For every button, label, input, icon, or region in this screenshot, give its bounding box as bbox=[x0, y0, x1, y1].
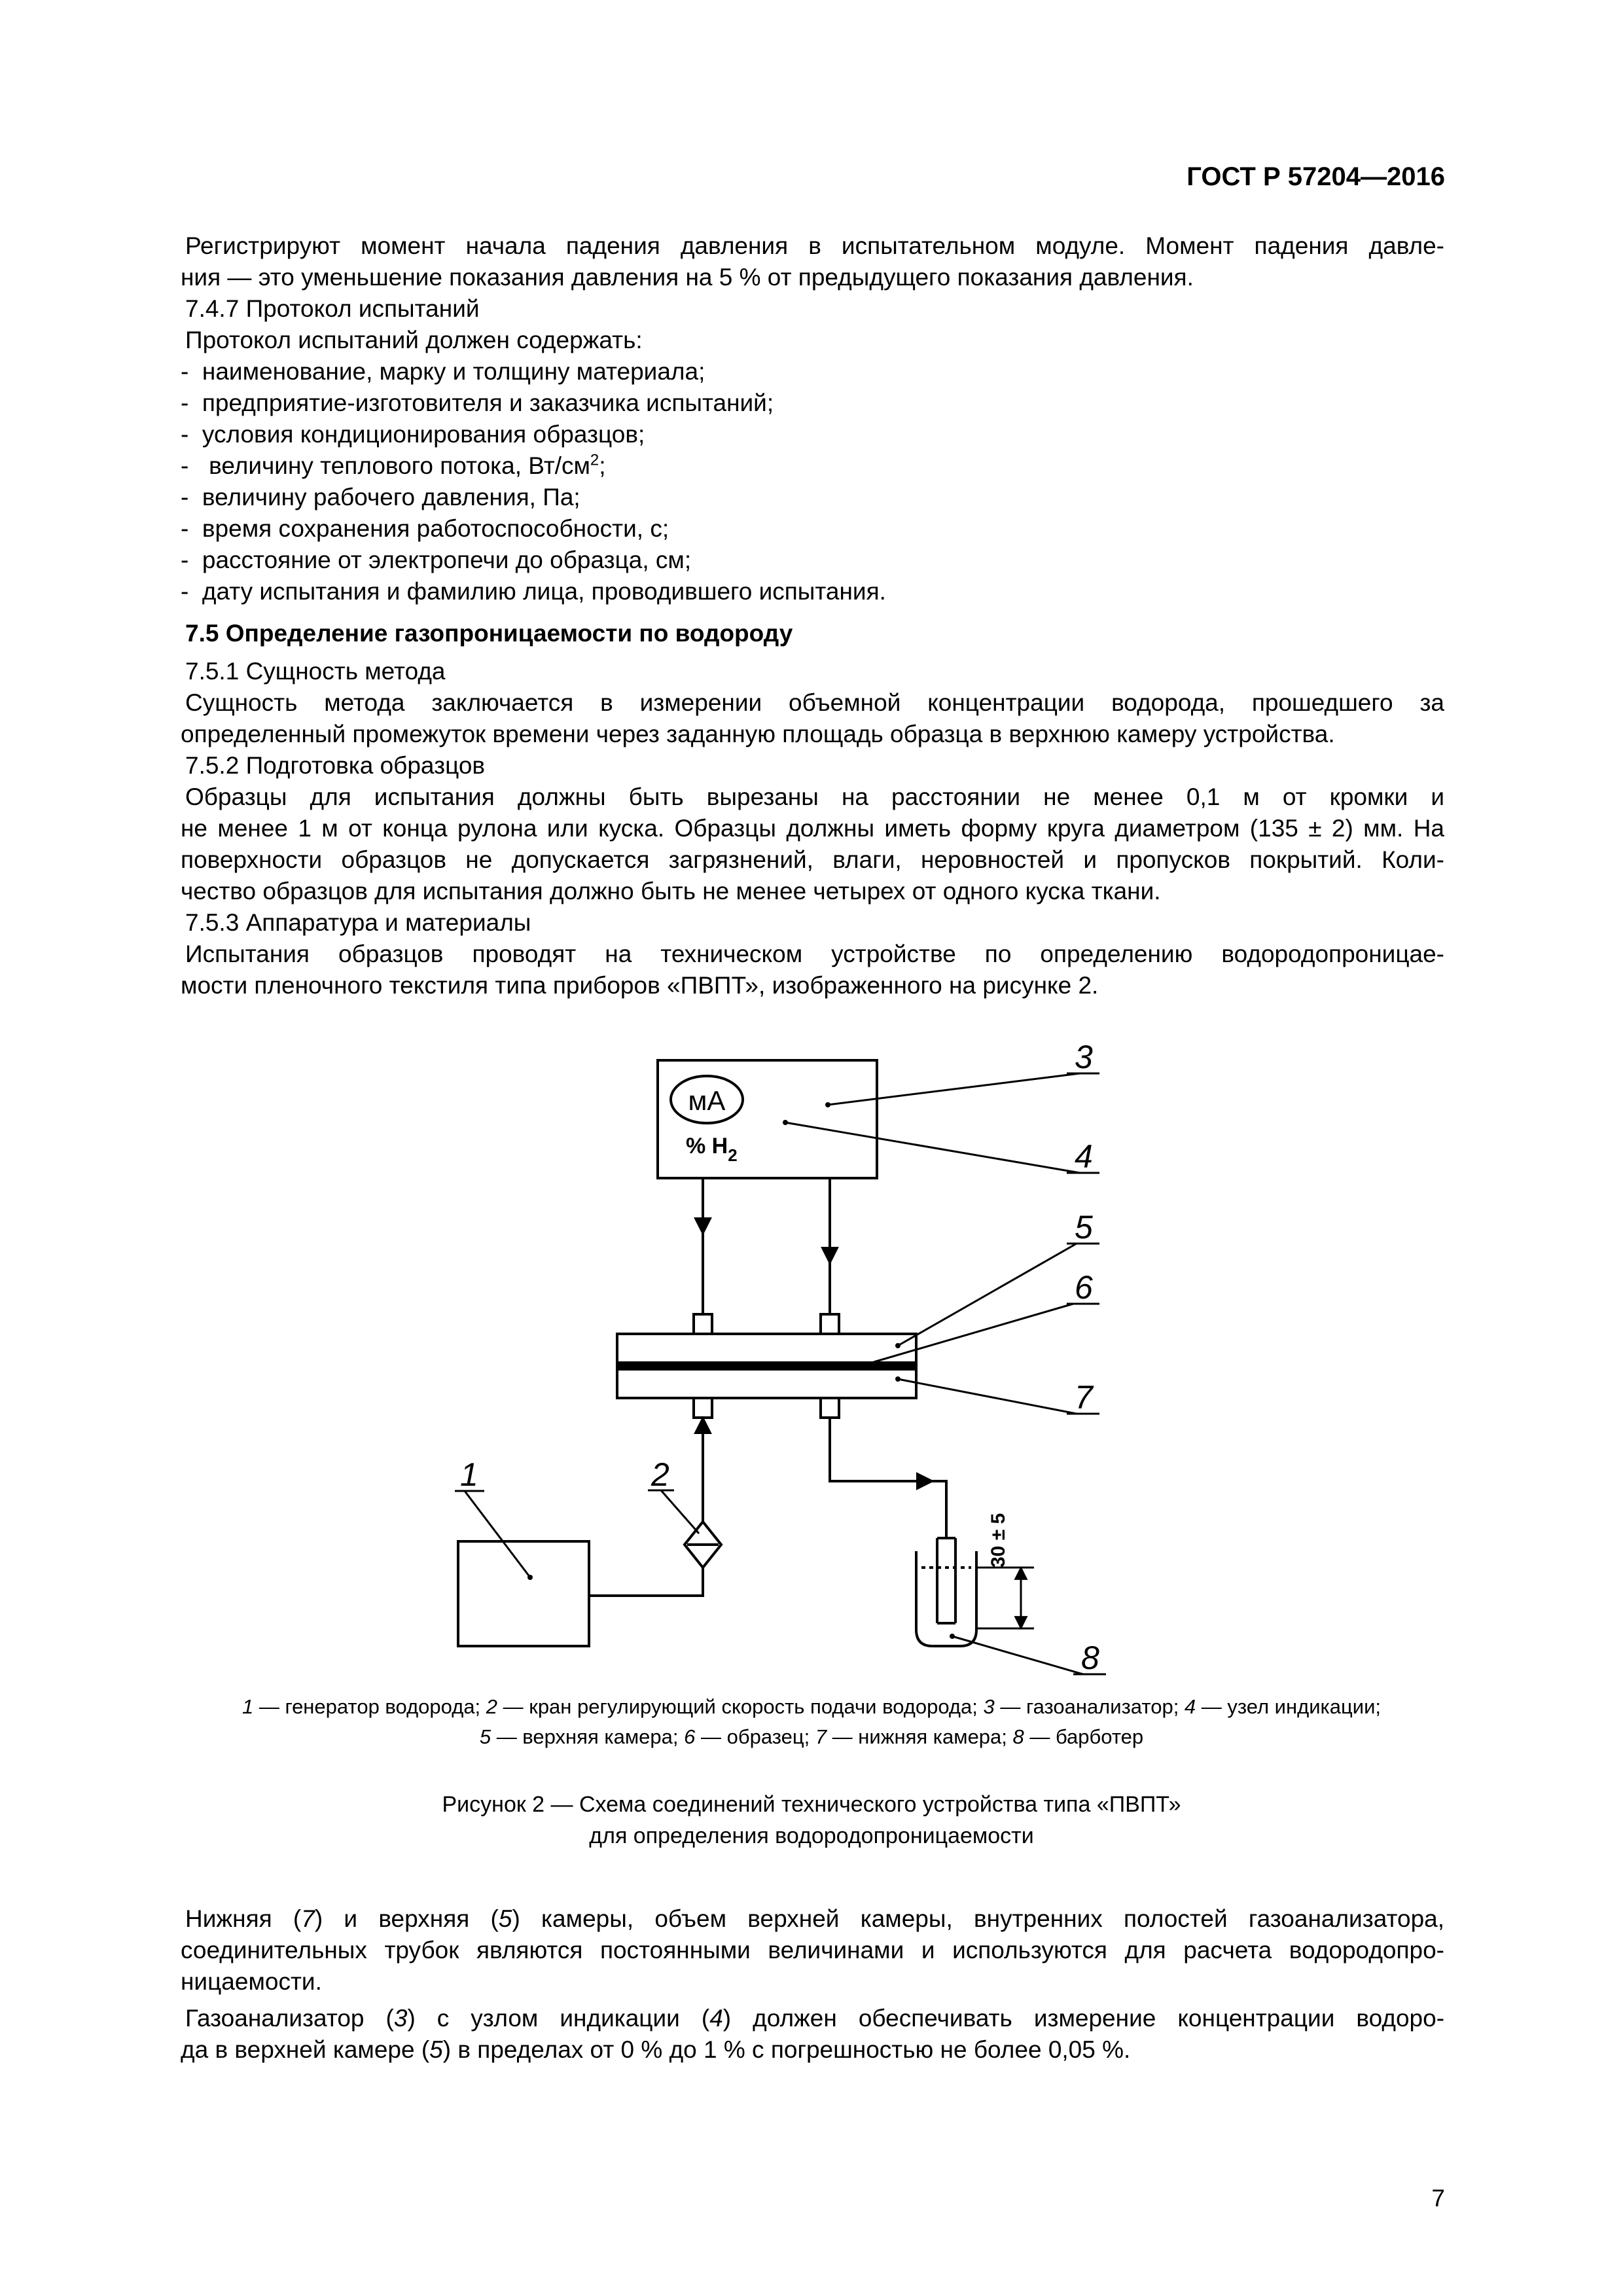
paragraph-line: Газоанализатор (3) с узлом индикации (4) должен обеспечивать измерение концентрации водоро- bbox=[185, 2005, 1445, 2032]
callout-4: 4 bbox=[1075, 1138, 1093, 1175]
list-item: - условия кондиционирования образцов; bbox=[181, 421, 645, 448]
list-item: - время сохранения работоспособности, с; bbox=[181, 515, 669, 542]
paragraph-line: Сущность метода заключается в измерении объемной концентрации водорода, прошедшего за bbox=[185, 689, 1444, 716]
bubbler-depth-dimension: 30 ± 5 bbox=[988, 1513, 1009, 1568]
callout-5: 5 bbox=[1075, 1209, 1093, 1246]
paragraph-line: чество образцов для испытания должно быть не менее четырех от одного куска ткани. bbox=[181, 878, 1161, 905]
paragraph-line: не менее 1 м от конца рулона или куска. Образцы должны иметь форму круга диаметром (135 ± 2) мм. На bbox=[181, 815, 1444, 842]
paragraph-line: поверхности образцов не допускается загрязнений, влаги, неровностей и пропусков покрытий. Коли- bbox=[181, 846, 1444, 873]
list-item: - величину рабочего давления, Па; bbox=[181, 484, 580, 511]
standard-header: ГОСТ Р 57204—2016 bbox=[1186, 162, 1445, 191]
page-number: 7 bbox=[1431, 2185, 1445, 2212]
figure-legend-line: 1 — генератор водорода; 2 — кран регулирующий скорость подачи водорода; 3 — газоанализатор; 4 — узел индикации; bbox=[241, 1695, 1382, 1718]
list-item: - наименование, марку и толщину материала; bbox=[181, 358, 705, 385]
callout-2: 2 bbox=[651, 1456, 669, 1493]
paragraph-line: Регистрируют момент начала падения давления в испытательном модуле. Момент падения давле- bbox=[185, 232, 1444, 259]
bubbler bbox=[916, 1551, 976, 1646]
section-7-5-3-title: 7.5.3 Аппаратура и материалы bbox=[185, 909, 531, 936]
h2-label: % $H_2$ bbox=[686, 1134, 738, 1165]
figure-legend-line: 5 — верхняя камера; 6 — образец; 7 — нижняя камера; 8 — барботер bbox=[479, 1725, 1144, 1748]
callout-3: 3 bbox=[1075, 1039, 1093, 1075]
list-item: - предприятие-изготовителя и заказчика испытаний; bbox=[181, 389, 774, 416]
callout-1: 1 bbox=[460, 1456, 478, 1493]
meter-label: мА bbox=[688, 1085, 726, 1116]
paragraph-line: ния — это уменьшение показания давления на 5 % от предыдущего показания давления. bbox=[181, 264, 1194, 291]
paragraph-line: Испытания образцов проводят на техническом устройстве по определению водородопроницае- bbox=[185, 941, 1444, 967]
callout-6: 6 bbox=[1075, 1269, 1093, 1306]
figure-caption: Рисунок 2 — Схема соединений технического устройства типа «ПВПТ» bbox=[442, 1792, 1181, 1817]
paragraph-line: Нижняя (7) и верхняя (5) камеры, объем верхней камеры, внутренних полостей газоанализатора, bbox=[185, 1905, 1445, 1932]
section-7-4-7-intro: Протокол испытаний должен содержать: bbox=[185, 327, 643, 353]
paragraph-line: соединительных трубок являются постоянными величинами и используются для расчета водородопро- bbox=[181, 1937, 1444, 1964]
list-item: - расстояние от электропечи до образца, см; bbox=[181, 547, 692, 573]
callout-8: 8 bbox=[1081, 1640, 1099, 1676]
section-7-4-7-title: 7.4.7 Протокол испытаний bbox=[185, 295, 480, 322]
section-7-5-title: 7.5 Определение газопроницаемости по водороду bbox=[185, 620, 793, 647]
paragraph-line: ницаемости. bbox=[181, 1968, 322, 1995]
paragraph-line: Образцы для испытания должны быть вырезаны на расстоянии не менее 0,1 м от кромки и bbox=[185, 783, 1444, 810]
hydrogen-generator bbox=[458, 1541, 589, 1646]
callout-7: 7 bbox=[1075, 1379, 1093, 1416]
paragraph-line: определенный промежуток времени через заданную площадь образца в верхнюю камеру устройства. bbox=[181, 721, 1335, 747]
list-item: - дату испытания и фамилию лица, проводившего испытания. bbox=[181, 578, 886, 605]
paragraph-line: да в верхней камере (5) в пределах от 0 % до 1 % с погрешностью не более 0,05 %. bbox=[181, 2036, 1131, 2063]
section-7-5-2-title: 7.5.2 Подготовка образцов bbox=[185, 752, 486, 779]
figure-caption: для определения водородопроницаемости bbox=[589, 1823, 1034, 1848]
paragraph-line: мости пленочного текстиля типа приборов «ПВПТ», изображенного на рисунке 2. bbox=[181, 972, 1099, 999]
sample-layer bbox=[617, 1361, 916, 1371]
list-item: - величину теплового потока, $Вт/см^2$; bbox=[181, 451, 606, 479]
section-7-5-1-title: 7.5.1 Сущность метода bbox=[185, 658, 446, 685]
